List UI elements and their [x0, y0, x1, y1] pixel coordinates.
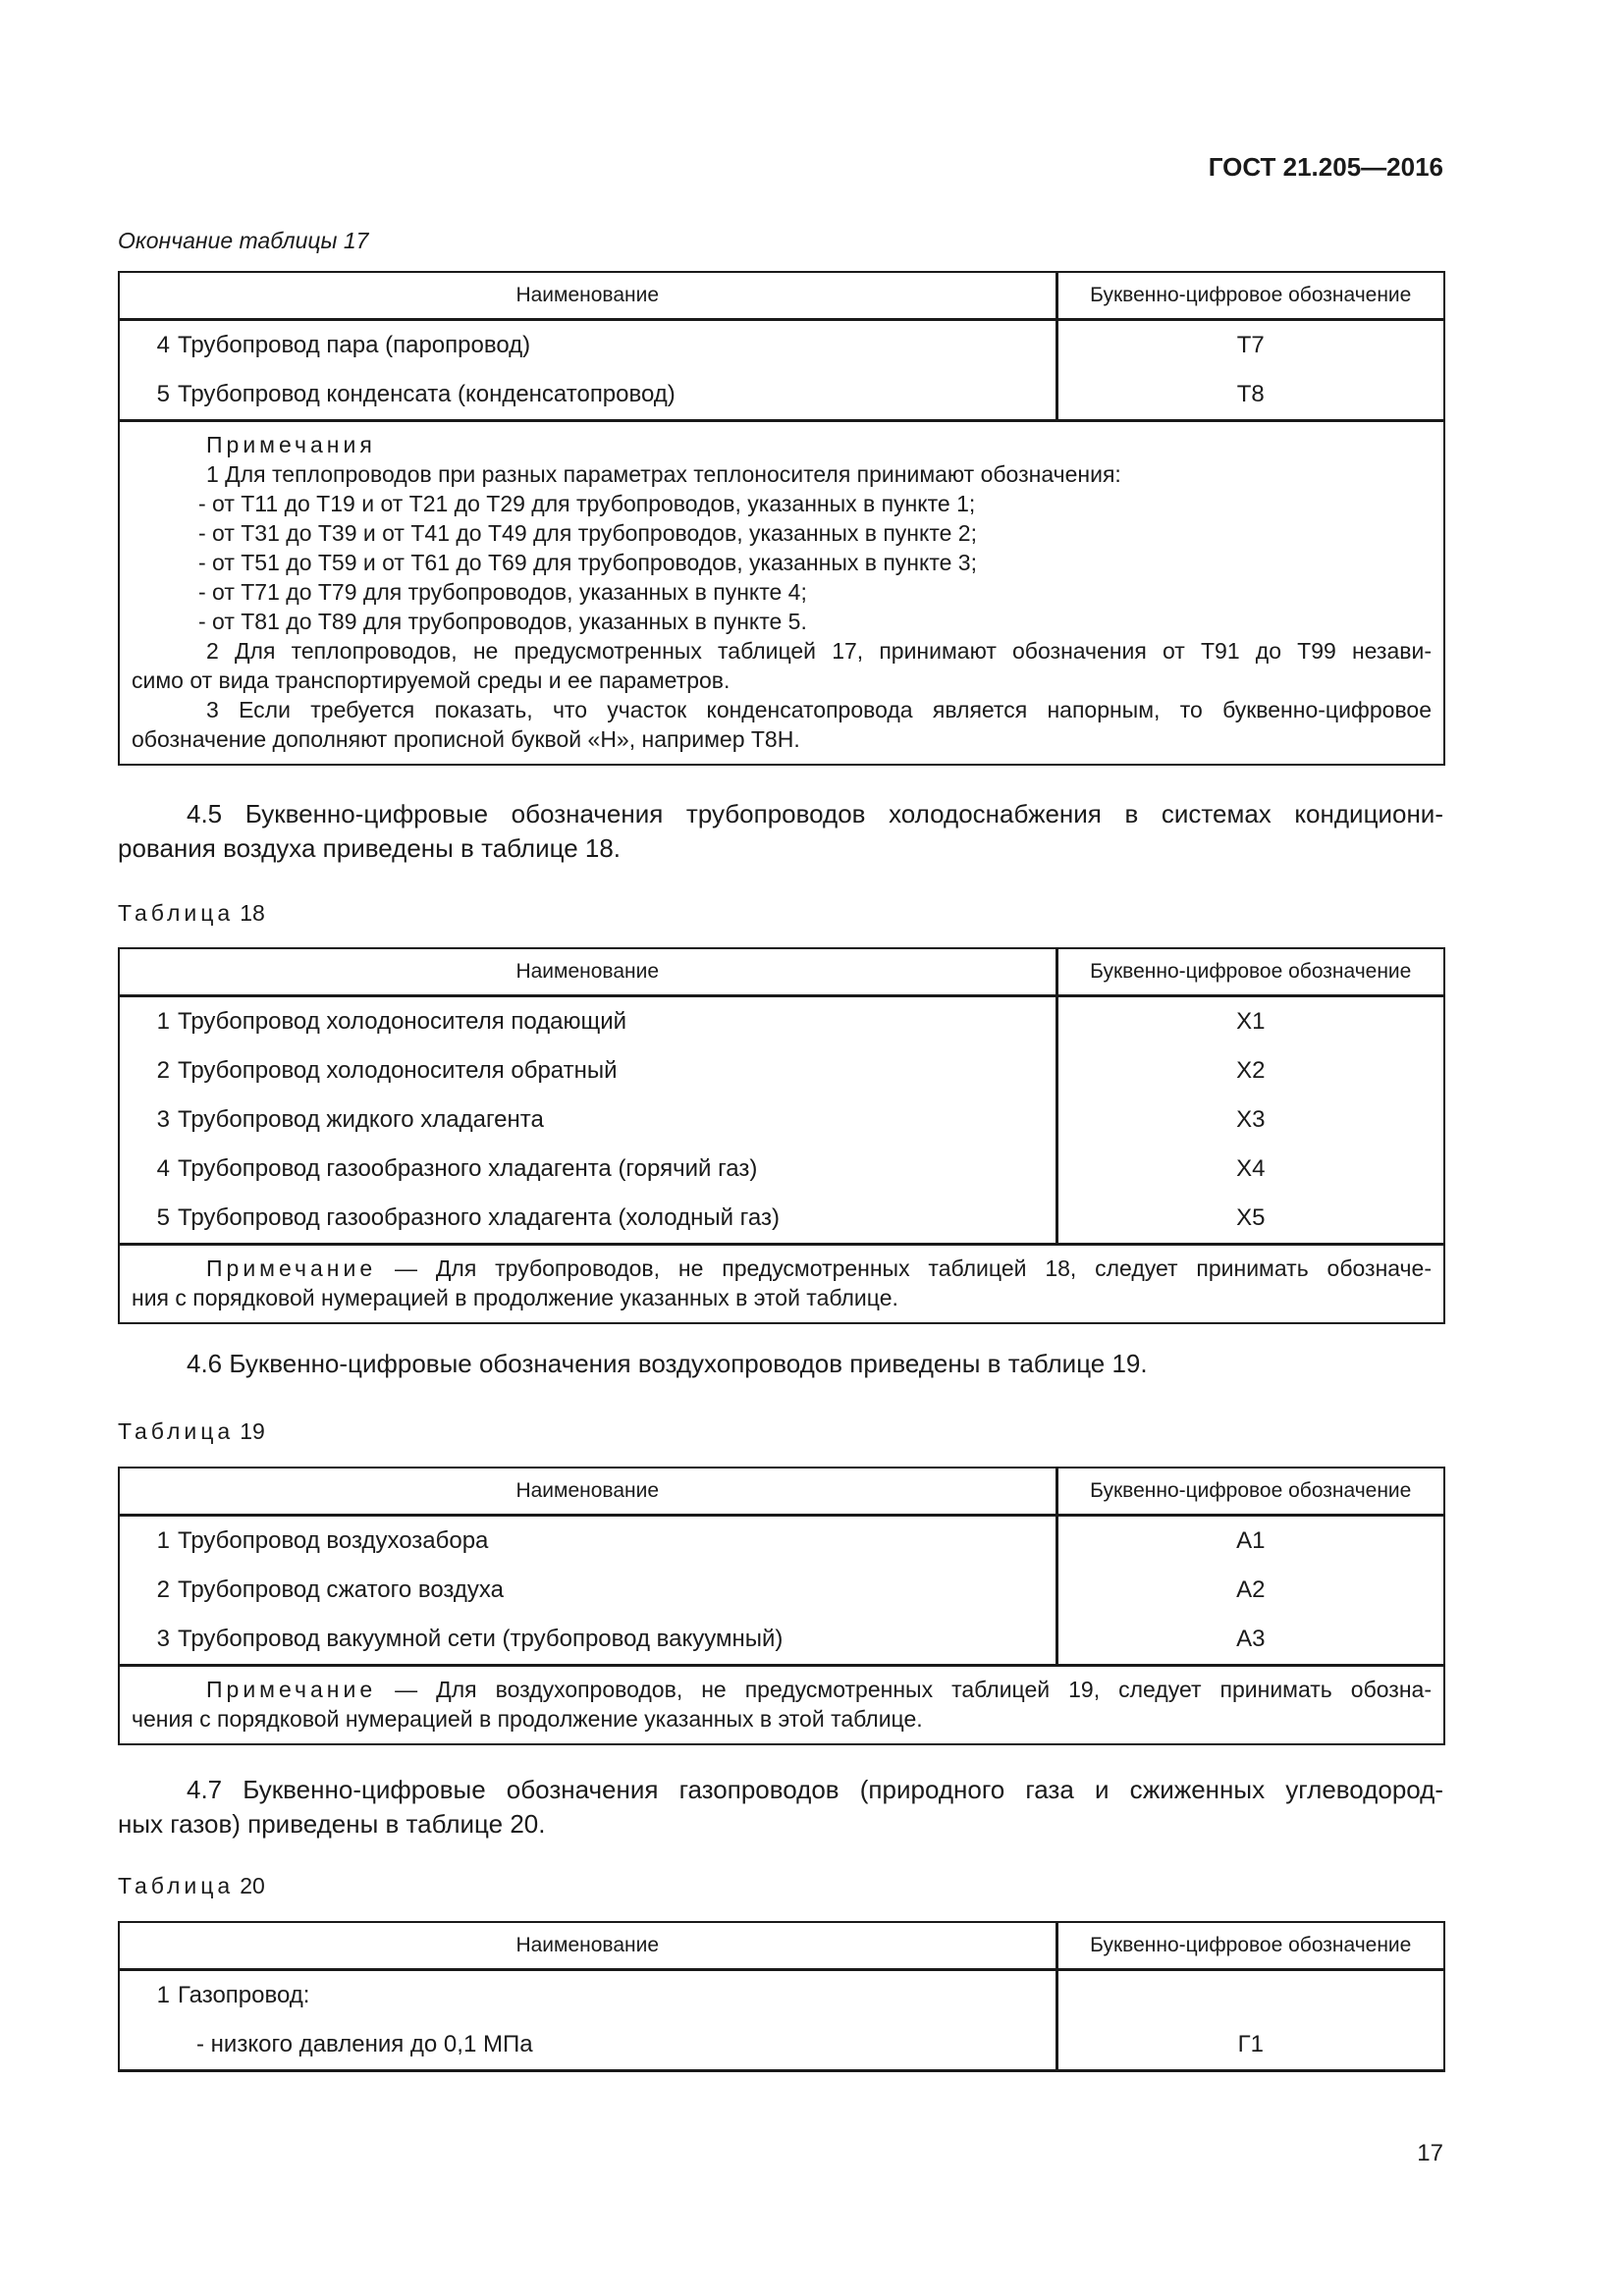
- note-text: — Для воздухопроводов, не предусмотренных таблицей 19, следует принимать обозна-: [376, 1677, 1432, 1702]
- row-name-cell: [119, 996, 1056, 1047]
- row-name: Трубопровод газообразного хладагента (горячий газ): [178, 1155, 758, 1182]
- table-19-caption: [118, 1416, 265, 1446]
- table-19: [118, 1467, 1445, 1745]
- note-line: 3 Если требуется показать, что участок конденсатопровода является напорным, то буквенно-цифровое: [206, 697, 1432, 722]
- paragraph-line: ных газов) приведены в таблице 20.: [118, 1809, 546, 1839]
- row-name-cell: [119, 1566, 1056, 1615]
- column-header-name: Наименование: [119, 1922, 1056, 1970]
- table-18: [118, 947, 1445, 1324]
- row-number: 5: [156, 381, 170, 407]
- table-row: [119, 2020, 1444, 2071]
- table-header-row: [119, 948, 1444, 996]
- table-18-caption: [118, 898, 265, 928]
- table-header-row: [119, 272, 1444, 320]
- table-caption-word: Таблица: [118, 900, 235, 926]
- paragraph-4-7: [118, 1773, 1443, 1842]
- note-line: - от Т11 до Т19 и от Т21 до Т29 для трубопроводов, указанных в пункте 1;: [198, 491, 976, 516]
- table-notes-row: [119, 1245, 1444, 1324]
- row-code: Т8: [1056, 370, 1444, 421]
- table-row: [119, 1046, 1444, 1095]
- table-row: [119, 1566, 1444, 1615]
- note-line: - от Т51 до Т59 и от Т61 до Т69 для трубопроводов, указанных в пункте 3;: [198, 550, 977, 575]
- row-number: 2: [156, 1057, 170, 1084]
- table-caption-number: 19: [240, 1418, 265, 1444]
- note-line: - от Т81 до Т89 для трубопроводов, указанных в пункте 5.: [198, 609, 807, 634]
- table-note: [119, 1245, 1444, 1324]
- row-name-cell: [119, 1516, 1056, 1567]
- row-code: [1056, 1970, 1444, 2021]
- row-name-cell: [119, 1095, 1056, 1145]
- paragraph-line: 4.7 Буквенно-цифровые обозначения газопроводов (природного газа и сжиженных углеводород-: [187, 1775, 1443, 1804]
- table-notes-row: [119, 1666, 1444, 1745]
- table-header-row: [119, 1922, 1444, 1970]
- note-line: [132, 1675, 1432, 1704]
- table-caption-number: 20: [240, 1873, 265, 1898]
- note-label: Примечание: [206, 1677, 377, 1702]
- note-line: 1 Для теплопроводов при разных параметрах теплоносителя принимают обозначения:: [206, 461, 1121, 487]
- row-number: 3: [156, 1626, 170, 1652]
- note-text: — Для трубопроводов, не предусмотренных таблицей 18, следует принимать обозначе-: [376, 1255, 1432, 1281]
- row-number: 4: [156, 1155, 170, 1182]
- notes-title: Примечания: [206, 432, 376, 457]
- column-header-code: Буквенно-цифровое обозначение: [1056, 1468, 1444, 1516]
- table-row: [119, 320, 1444, 371]
- table-row: [119, 996, 1444, 1047]
- paragraph-line: 4.5 Буквенно-цифровые обозначения трубопроводов холодоснабжения в системах кондициони-: [187, 799, 1443, 828]
- row-name-cell: [119, 1145, 1056, 1194]
- paragraph-4-6: [118, 1347, 1443, 1381]
- table-row: [119, 1145, 1444, 1194]
- page-number: 17: [1417, 2140, 1443, 2166]
- row-number: 4: [156, 332, 170, 358]
- row-number: 1: [156, 1982, 170, 2008]
- table-20-caption: [118, 1871, 265, 1900]
- row-name-cell: [119, 1970, 1056, 2021]
- table-row: [119, 1615, 1444, 1666]
- row-name: Трубопровод пара (паропровод): [178, 332, 531, 358]
- table-caption-word: Таблица: [118, 1418, 235, 1444]
- row-name: - низкого давления до 0,1 МПа: [196, 2031, 533, 2057]
- row-code: Х1: [1056, 996, 1444, 1047]
- row-name-cell: [119, 1046, 1056, 1095]
- row-number: 5: [156, 1204, 170, 1231]
- table-header-row: [119, 1468, 1444, 1516]
- paragraph-4-5: [118, 797, 1443, 866]
- row-code: Х3: [1056, 1095, 1444, 1145]
- row-number: 3: [156, 1106, 170, 1133]
- row-name: Газопровод:: [178, 1982, 310, 2008]
- row-code: Х2: [1056, 1046, 1444, 1095]
- column-header-name: Наименование: [119, 948, 1056, 996]
- paragraph-line: рования воздуха приведены в таблице 18.: [118, 833, 622, 863]
- row-number: 1: [156, 1008, 170, 1035]
- row-name: Трубопровод холодоносителя подающий: [178, 1008, 627, 1035]
- note-line: 2 Для теплопроводов, не предусмотренных таблицей 17, принимают обозначения от Т91 до Т99 незави-: [206, 638, 1432, 664]
- row-name: Трубопровод сжатого воздуха: [178, 1576, 504, 1603]
- row-name: Трубопровод жидкого хладагента: [178, 1106, 544, 1133]
- table-17-continuation-caption: Окончание таблицы 17: [118, 228, 369, 253]
- row-code: А1: [1056, 1516, 1444, 1567]
- table-row: [119, 370, 1444, 421]
- row-name: Трубопровод холодоносителя обратный: [178, 1057, 618, 1084]
- table-caption-number: 18: [240, 900, 265, 926]
- note-line: - от Т31 до Т39 и от Т41 до Т49 для трубопроводов, указанных в пункте 2;: [198, 520, 977, 546]
- row-code: Х4: [1056, 1145, 1444, 1194]
- table-notes: [119, 421, 1444, 766]
- column-header-code: Буквенно-цифровое обозначение: [1056, 1922, 1444, 1970]
- row-name-cell: [119, 370, 1056, 421]
- document-code: ГОСТ 21.205—2016: [1208, 152, 1443, 182]
- paragraph-line: 4.6 Буквенно-цифровые обозначения воздухопроводов приведены в таблице 19.: [187, 1349, 1148, 1378]
- note-label: Примечание: [206, 1255, 377, 1281]
- row-number: 1: [156, 1527, 170, 1554]
- column-header-code: Буквенно-цифровое обозначение: [1056, 272, 1444, 320]
- row-name: Трубопровод воздухозабора: [178, 1527, 489, 1554]
- table-20: [118, 1921, 1445, 2072]
- row-code: А2: [1056, 1566, 1444, 1615]
- row-number: 2: [156, 1576, 170, 1603]
- table-17: [118, 271, 1445, 766]
- note-line: симо от вида транспортируемой среды и ее параметров.: [132, 667, 731, 693]
- row-name: Трубопровод вакуумной сети (трубопровод вакуумный): [178, 1626, 784, 1652]
- note-line: - от Т71 до Т79 для трубопроводов, указанных в пункте 4;: [198, 579, 807, 605]
- table-caption-word: Таблица: [118, 1873, 235, 1898]
- row-name-cell: [119, 320, 1056, 371]
- column-header-name: Наименование: [119, 1468, 1056, 1516]
- table-row: [119, 1194, 1444, 1245]
- row-code: Т7: [1056, 320, 1444, 371]
- row-name: Трубопровод газообразного хладагента (холодный газ): [178, 1204, 780, 1231]
- row-code: Х5: [1056, 1194, 1444, 1245]
- table-row: [119, 1970, 1444, 2021]
- table-notes-row: [119, 421, 1444, 766]
- table-row: [119, 1516, 1444, 1567]
- table-row: [119, 1095, 1444, 1145]
- note-line: [132, 1254, 1432, 1283]
- row-code: А3: [1056, 1615, 1444, 1666]
- row-name-cell: [119, 1615, 1056, 1666]
- row-name: Трубопровод конденсата (конденсатопровод): [178, 381, 676, 407]
- row-code: Г1: [1056, 2020, 1444, 2071]
- row-name-cell: [119, 1194, 1056, 1245]
- note-line: чения с порядковой нумерацией в продолжение указанных в этой таблице.: [132, 1706, 923, 1732]
- table-note: [119, 1666, 1444, 1745]
- column-header-name: Наименование: [119, 272, 1056, 320]
- note-line: обозначение дополняют прописной буквой «Н», например Т8Н.: [132, 726, 800, 752]
- row-name-cell: [119, 2020, 1056, 2071]
- column-header-code: Буквенно-цифровое обозначение: [1056, 948, 1444, 996]
- note-line: ния с порядковой нумерацией в продолжение указанных в этой таблице.: [132, 1285, 898, 1310]
